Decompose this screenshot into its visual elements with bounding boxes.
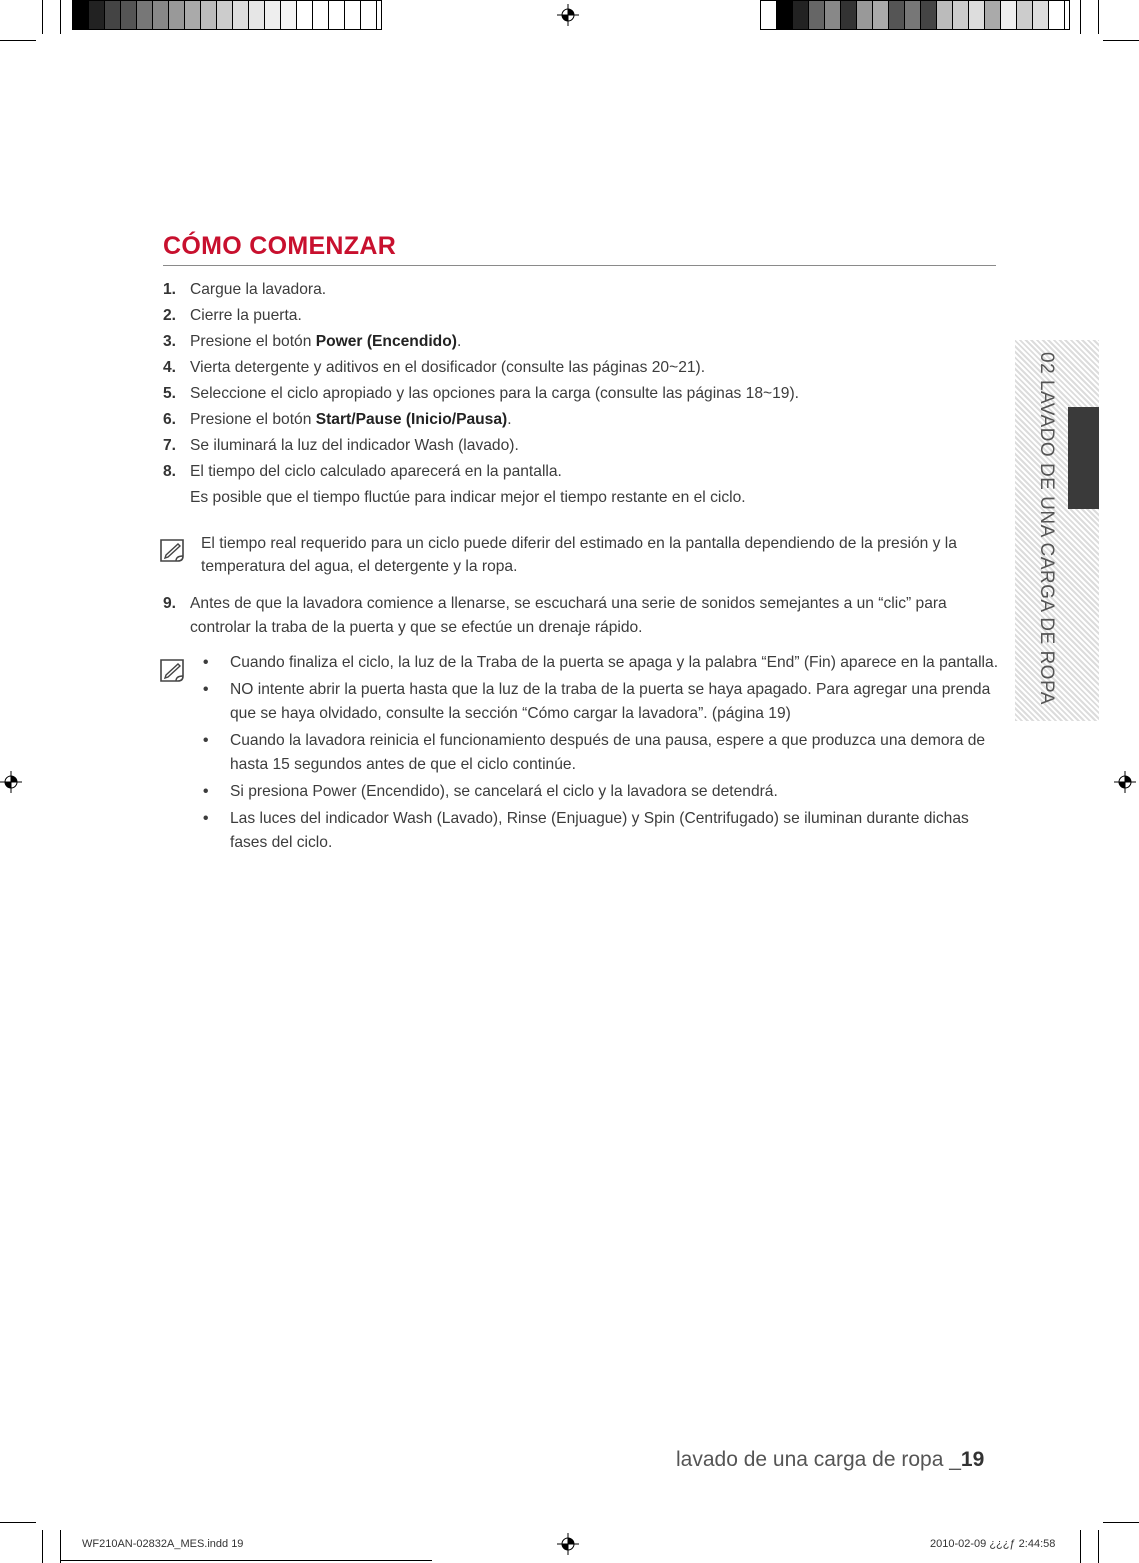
bullet-text: Cuando finaliza el ciclo, la luz de la Traba de la puerta se apaga y la palabra “End” (Fin) aparece en la pantalla. [230, 654, 999, 671]
crop-mark [60, 1530, 61, 1563]
step-1 [163, 277, 1003, 303]
list-item [201, 807, 1003, 855]
step-number: 9. [163, 595, 177, 612]
step-7 [163, 433, 1003, 459]
crop-mark [0, 1522, 36, 1523]
print-slug-date: 2010-02-09 ¿¿¿ƒ 2:44:58 [930, 1538, 1056, 1550]
step-text: Seleccione el ciclo apropiado y las opciones para la carga (consulte las páginas 18~19). [190, 385, 799, 402]
chapter-side-tab [1015, 340, 1099, 721]
crop-mark [0, 40, 36, 41]
crop-mark [1103, 1522, 1139, 1523]
list-item [201, 678, 1003, 726]
step-text: Presione el botón [190, 333, 316, 350]
step-5 [163, 381, 1003, 407]
footer-chapter-title: lavado de una carga de ropa _ [676, 1448, 961, 1471]
bullet-icon: • [203, 810, 209, 827]
step-9 [163, 592, 1003, 640]
note-bullet-list [201, 651, 1003, 855]
step-4 [163, 355, 1003, 381]
slug-rule [60, 1560, 432, 1561]
step-3 [163, 329, 1003, 355]
step-text: Cierre la puerta. [190, 307, 302, 324]
button-name: Start/Pause (Inicio/Pausa) [315, 411, 508, 428]
note-icon [158, 656, 186, 684]
step-number: 2. [163, 307, 177, 324]
page-footer [676, 1448, 984, 1472]
step-text: Se iluminará la luz del indicador Wash (lavado). [190, 437, 519, 454]
crop-mark [1080, 1530, 1081, 1563]
step-number: 4. [163, 359, 177, 376]
note-text: El tiempo real requerido para un ciclo puede diferir del estimado en la pantalla dependiendo de la presión y la temperatura del agua, el detergente y la ropa. [201, 535, 957, 575]
step-9-block [163, 592, 1003, 640]
step-text-end: . [456, 333, 462, 350]
step-number: 7. [163, 437, 177, 454]
bullet-text: Si presiona Power (Encendido), se cancelará el ciclo y la lavadora se detendrá. [230, 783, 778, 800]
step-subtext: Es posible que el tiempo fluctúe para indicar mejor el tiempo restante en el ciclo. [190, 489, 746, 506]
step-number: 1. [163, 281, 177, 298]
bullet-icon: • [203, 681, 209, 698]
list-item [201, 651, 1003, 675]
registration-mark-icon [557, 1533, 579, 1555]
registration-mark-icon [1114, 771, 1136, 793]
step-6 [163, 407, 1003, 433]
page-number: 19 [960, 1448, 985, 1471]
step-text: Antes de que la lavadora comience a llenarse, se escuchará una serie de sonidos semejantes a un “clic” para controlar la traba de la puerta y que se efectúe un drenaje rápido. [190, 595, 947, 636]
step-8 [163, 459, 1003, 511]
bullet-text: NO intente abrir la puerta hasta que la luz de la traba de la puerta se haya apagado. Para agregar una prenda que se haya olvidado, consulte la sección “Cómo cargar la lavadora”. (página 19) [230, 681, 991, 722]
bullet-text: Las luces del indicador Wash (Lavado), Rinse (Enjuague) y Spin (Centrifugado) se iluminan durante dichas fases del ciclo. [230, 810, 969, 851]
crop-mark [1103, 40, 1139, 41]
registration-mark-icon [557, 4, 579, 26]
crop-mark [1080, 0, 1081, 34]
bullet-text: Cuando la lavadora reinicia el funcionamiento después de una pausa, espere a que produzca una demora de hasta 15 segundos antes de que el ciclo continúe. [230, 732, 986, 773]
button-name: Power (Encendido) [315, 333, 457, 350]
step-number: 5. [163, 385, 177, 402]
list-item [201, 729, 1003, 777]
crop-mark [1098, 0, 1099, 34]
color-bar-left [72, 0, 382, 30]
chapter-tab-label: 02 LAVADO DE UNA CARGA DE ROPA [1036, 352, 1057, 705]
title-divider [163, 265, 996, 266]
step-number: 8. [163, 463, 177, 480]
bullet-icon: • [203, 654, 209, 671]
list-item [201, 780, 1003, 804]
step-text: Presione el botón [190, 411, 316, 428]
print-slug-file: WF210AN-02832A_MES.indd 19 [82, 1538, 244, 1550]
color-bar-right [760, 0, 1070, 30]
note-block [163, 532, 1003, 578]
note-icon [158, 536, 186, 564]
registration-mark-icon [0, 771, 22, 793]
step-text: El tiempo del ciclo calculado aparecerá en la pantalla. [190, 463, 562, 480]
step-text: Vierta detergente y aditivos en el dosificador (consulte las páginas 20~21). [190, 359, 706, 376]
steps-list [163, 277, 1003, 511]
note-block [163, 651, 1003, 858]
bullet-icon: • [203, 732, 209, 749]
crop-mark [42, 0, 43, 34]
step-text: Cargue la lavadora. [190, 281, 327, 298]
step-text-end: . [507, 411, 512, 428]
section-title: CÓMO COMENZAR [163, 232, 397, 260]
crop-mark [42, 1530, 43, 1563]
bullet-icon: • [203, 783, 209, 800]
step-number: 6. [163, 411, 177, 428]
crop-mark [60, 0, 61, 34]
step-2 [163, 303, 1003, 329]
step-number: 3. [163, 333, 177, 350]
crop-mark [1098, 1530, 1099, 1563]
